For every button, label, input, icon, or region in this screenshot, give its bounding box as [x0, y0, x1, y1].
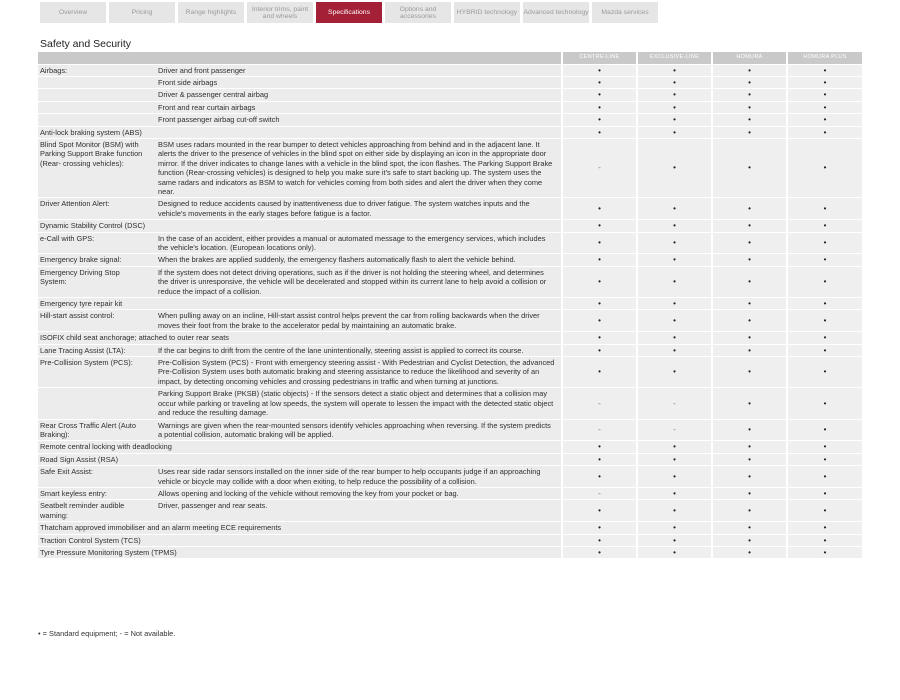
- value-homura-plus: •: [787, 441, 862, 453]
- value-exclusive-line: •: [637, 500, 712, 522]
- feature-name: e-Call with GPS:: [38, 232, 148, 254]
- header-homura: HOMURA: [712, 52, 787, 64]
- feature-description: Driver & passenger central airbag: [148, 89, 562, 101]
- table-row: [38, 522, 862, 534]
- feature-name: Driver Attention Alert:: [38, 198, 148, 220]
- value-homura-plus: •: [787, 198, 862, 220]
- table-row: [38, 198, 862, 220]
- value-exclusive-line: •: [637, 220, 712, 232]
- footnote: • = Standard equipment; - = Not available.: [38, 629, 176, 638]
- value-exclusive-line: •: [637, 126, 712, 138]
- tab-overview[interactable]: Overview: [40, 2, 106, 23]
- feature-name: Smart keyless entry:: [38, 487, 148, 499]
- value-homura: •: [712, 138, 787, 197]
- value-centre-line: •: [562, 466, 637, 488]
- value-centre-line: •: [562, 220, 637, 232]
- value-homura-plus: •: [787, 114, 862, 126]
- value-centre-line: •: [562, 298, 637, 310]
- value-homura-plus: •: [787, 388, 862, 419]
- value-centre-line: -: [562, 138, 637, 197]
- value-centre-line: •: [562, 89, 637, 101]
- value-homura: •: [712, 254, 787, 266]
- value-homura: •: [712, 534, 787, 546]
- value-homura-plus: •: [787, 534, 862, 546]
- value-homura-plus: •: [787, 64, 862, 76]
- value-exclusive-line: •: [637, 198, 712, 220]
- table-body: [38, 64, 862, 558]
- feature-description: Driver, passenger and rear seats.: [148, 500, 562, 522]
- feature-name: Rear Cross Traffic Alert (Auto Braking):: [38, 419, 148, 441]
- feature-name: [38, 76, 148, 88]
- value-homura-plus: •: [787, 500, 862, 522]
- feature-description: Designed to reduce accidents caused by inattentiveness due to driver fatigue. The system watches inputs and the vehicle's movements in the early stages before fatigue is a factor.: [148, 198, 562, 220]
- value-exclusive-line: •: [637, 298, 712, 310]
- value-exclusive-line: •: [637, 138, 712, 197]
- table-row: [38, 114, 862, 126]
- value-exclusive-line: •: [637, 266, 712, 297]
- value-homura-plus: •: [787, 101, 862, 113]
- value-homura-plus: •: [787, 453, 862, 465]
- value-exclusive-line: -: [637, 388, 712, 419]
- value-centre-line: •: [562, 76, 637, 88]
- value-homura: •: [712, 220, 787, 232]
- value-homura-plus: •: [787, 332, 862, 344]
- value-centre-line: •: [562, 453, 637, 465]
- table-row: [38, 310, 862, 332]
- feature-name: Seatbelt reminder audible warning:: [38, 500, 148, 522]
- value-exclusive-line: •: [637, 522, 712, 534]
- value-homura-plus: •: [787, 522, 862, 534]
- feature-description: Allows opening and locking of the vehicle without removing the key from your pocket or bag.: [148, 487, 562, 499]
- value-exclusive-line: •: [637, 487, 712, 499]
- feature-name: [38, 114, 148, 126]
- value-exclusive-line: •: [637, 232, 712, 254]
- value-centre-line: -: [562, 419, 637, 441]
- value-centre-line: •: [562, 344, 637, 356]
- value-homura: •: [712, 344, 787, 356]
- feature-name: Traction Control System (TCS): [38, 534, 562, 546]
- value-homura: •: [712, 232, 787, 254]
- value-homura: •: [712, 419, 787, 441]
- value-centre-line: •: [562, 126, 637, 138]
- tab-range-highlights[interactable]: Range highlights: [178, 2, 244, 23]
- value-homura: •: [712, 298, 787, 310]
- header-feature-blank: [38, 52, 148, 64]
- value-homura: •: [712, 388, 787, 419]
- table-row: [38, 534, 862, 546]
- value-exclusive-line: •: [637, 89, 712, 101]
- feature-name: ISOFIX child seat anchorage; attached to outer rear seats: [38, 332, 562, 344]
- value-homura: •: [712, 198, 787, 220]
- feature-name: Emergency Driving Stop System:: [38, 266, 148, 297]
- value-centre-line: •: [562, 254, 637, 266]
- value-centre-line: •: [562, 500, 637, 522]
- tab-interior-trims[interactable]: Interior trims, paint and wheels: [247, 2, 313, 23]
- value-homura-plus: •: [787, 232, 862, 254]
- value-exclusive-line: •: [637, 101, 712, 113]
- value-exclusive-line: •: [637, 466, 712, 488]
- value-homura: •: [712, 453, 787, 465]
- tab-options-accessories[interactable]: Options and accessories: [385, 2, 451, 23]
- value-homura: •: [712, 546, 787, 558]
- value-homura: •: [712, 101, 787, 113]
- feature-description: When pulling away on an incline, Hill-start assist control helps prevent the car from rolling backwards when the driver moves their foot from the brake to the accelerator pedal by maintaining an automatic brake.: [148, 310, 562, 332]
- value-homura: •: [712, 310, 787, 332]
- section-title: Safety and Security: [40, 38, 132, 50]
- table-row: [38, 466, 862, 488]
- value-centre-line: •: [562, 266, 637, 297]
- value-homura-plus: •: [787, 298, 862, 310]
- value-exclusive-line: •: [637, 114, 712, 126]
- value-homura-plus: •: [787, 254, 862, 266]
- value-centre-line: -: [562, 487, 637, 499]
- feature-description: Parking Support Brake (PKSB) (static objects) - If the sensors detect a static object and determines that a collision may occur while parking or traveling at low speeds, the system will operate to lessen the impact with the detected static object and reduce the resulting damage.: [148, 388, 562, 419]
- feature-description: Pre-Collision System (PCS) - Front with emergency steering assist - With Pedestrian and Cyclist Detection, the advanced Pre-Collision System uses both automatic braking and steering assistance to reduce the likelihood and severity of an impact, by detecting oncoming vehicles and crossing pedestrians in traffic and when turning at junctions.: [148, 357, 562, 388]
- tab-mazda-services[interactable]: Mazda services: [592, 2, 658, 23]
- value-centre-line: •: [562, 441, 637, 453]
- header-description-blank: [148, 52, 562, 64]
- feature-name: Tyre Pressure Monitoring System (TPMS): [38, 546, 562, 558]
- value-homura-plus: •: [787, 138, 862, 197]
- table-row: [38, 232, 862, 254]
- value-centre-line: •: [562, 101, 637, 113]
- safety-spec-table: [38, 52, 862, 558]
- table-row: [38, 101, 862, 113]
- table-row: [38, 254, 862, 266]
- value-exclusive-line: •: [637, 64, 712, 76]
- value-homura: •: [712, 64, 787, 76]
- value-homura-plus: •: [787, 419, 862, 441]
- table-row: [38, 546, 862, 558]
- feature-description: BSM uses radars mounted in the rear bumper to detect vehicles approaching from behind and in the adjacent lane. It alerts the driver to the presence of vehicles in the blind spot on either side by displaying an icon in the appropriate door mirror. If the driver indicates to change lanes with a vehicle in the blind spot, the icon flashes. The Parking Support Brake function (Rear-crossing vehicles) is designed to help you make sure it's safe to start backing up. The system uses the same radars and indicators as BSM to watch for vehicles coming from both sides and alert the driver when they come near.: [148, 138, 562, 197]
- tab-advanced-technology[interactable]: Advanced technology: [523, 2, 589, 23]
- table-row: [38, 453, 862, 465]
- table-row: [38, 441, 862, 453]
- feature-name: Anti-lock braking system (ABS): [38, 126, 562, 138]
- feature-name: Blind Spot Monitor (BSM) with Parking Support Brake function (Rear- crossing vehicles):: [38, 138, 148, 197]
- value-centre-line: •: [562, 357, 637, 388]
- feature-name: Pre-Collision System (PCS):: [38, 357, 148, 388]
- feature-name: Thatcham approved immobiliser and an alarm meeting ECE requirements: [38, 522, 562, 534]
- table-row: [38, 332, 862, 344]
- feature-description: Warnings are given when the rear-mounted sensors identify vehicles approaching when reversing. If the system predicts a potential collision, automatic braking will be applied.: [148, 419, 562, 441]
- table-row: [38, 487, 862, 499]
- value-homura-plus: •: [787, 546, 862, 558]
- value-homura: •: [712, 357, 787, 388]
- table-row: [38, 64, 862, 76]
- value-centre-line: -: [562, 388, 637, 419]
- table-row: [38, 388, 862, 419]
- feature-name: [38, 101, 148, 113]
- table-row: [38, 500, 862, 522]
- table-row: [38, 138, 862, 197]
- value-exclusive-line: •: [637, 76, 712, 88]
- feature-name: Emergency tyre repair kit: [38, 298, 562, 310]
- value-homura: •: [712, 114, 787, 126]
- value-homura: •: [712, 466, 787, 488]
- feature-name: Road Sign Assist (RSA): [38, 453, 562, 465]
- feature-name: Remote central locking with deadlocking: [38, 441, 562, 453]
- table-row: [38, 266, 862, 297]
- feature-name: [38, 89, 148, 101]
- value-homura: •: [712, 89, 787, 101]
- feature-description: Uses rear side radar sensors installed on the inner side of the rear bumper to help occupants judge if an approaching vehicle or bicycle may collide with a door when exiting, to help reduce the possibility of a collision.: [148, 466, 562, 488]
- value-centre-line: •: [562, 64, 637, 76]
- value-homura-plus: •: [787, 220, 862, 232]
- value-exclusive-line: •: [637, 357, 712, 388]
- feature-name: Dynamic Stability Control (DSC): [38, 220, 562, 232]
- feature-description: If the car begins to drift from the centre of the lane unintentionally, steering assist is applied to correct its course.: [148, 344, 562, 356]
- value-homura-plus: •: [787, 310, 862, 332]
- value-homura: •: [712, 487, 787, 499]
- tab-specifications[interactable]: Specifications: [316, 2, 382, 23]
- tab-pricing[interactable]: Pricing: [109, 2, 175, 23]
- value-centre-line: •: [562, 114, 637, 126]
- value-homura: •: [712, 522, 787, 534]
- value-homura: •: [712, 266, 787, 297]
- table-row: [38, 89, 862, 101]
- top-navigation: [40, 2, 661, 23]
- tab-hybrid-technology[interactable]: HYBRID technology: [454, 2, 520, 23]
- value-centre-line: •: [562, 534, 637, 546]
- value-centre-line: •: [562, 198, 637, 220]
- feature-name: Emergency brake signal:: [38, 254, 148, 266]
- table-row: [38, 357, 862, 388]
- value-centre-line: •: [562, 522, 637, 534]
- feature-name: [38, 388, 148, 419]
- value-exclusive-line: •: [637, 310, 712, 332]
- value-exclusive-line: •: [637, 344, 712, 356]
- table-header-row: [38, 52, 862, 64]
- value-exclusive-line: •: [637, 332, 712, 344]
- table-row: [38, 220, 862, 232]
- feature-description: If the system does not detect driving operations, such as if the driver is not holding the steering wheel, and determines the driver is unresponsive, the vehicle will be decelerated and stopped within its current lane to help avoid a collision or reduce the impact of a collision.: [148, 266, 562, 297]
- table-row: [38, 344, 862, 356]
- value-centre-line: •: [562, 310, 637, 332]
- value-centre-line: •: [562, 546, 637, 558]
- table-row: [38, 76, 862, 88]
- feature-description: Front and rear curtain airbags: [148, 101, 562, 113]
- value-homura: •: [712, 76, 787, 88]
- value-homura-plus: •: [787, 89, 862, 101]
- value-exclusive-line: •: [637, 453, 712, 465]
- value-exclusive-line: •: [637, 534, 712, 546]
- value-homura-plus: •: [787, 266, 862, 297]
- table-row: [38, 419, 862, 441]
- value-homura-plus: •: [787, 357, 862, 388]
- feature-name: Airbags:: [38, 64, 148, 76]
- value-homura-plus: •: [787, 466, 862, 488]
- value-centre-line: •: [562, 232, 637, 254]
- value-homura-plus: •: [787, 487, 862, 499]
- feature-name: Lane Tracing Assist (LTA):: [38, 344, 148, 356]
- value-centre-line: •: [562, 332, 637, 344]
- value-homura: •: [712, 441, 787, 453]
- table-row: [38, 298, 862, 310]
- feature-description: When the brakes are applied suddenly, the emergency flashers automatically flash to alert the vehicle behind.: [148, 254, 562, 266]
- value-homura-plus: •: [787, 126, 862, 138]
- table-row: [38, 126, 862, 138]
- header-exclusive-line: EXCLUSIVE-LINE: [637, 52, 712, 64]
- value-exclusive-line: -: [637, 419, 712, 441]
- value-homura-plus: •: [787, 76, 862, 88]
- feature-name: Hill-start assist control:: [38, 310, 148, 332]
- value-homura: •: [712, 500, 787, 522]
- value-exclusive-line: •: [637, 546, 712, 558]
- value-homura: •: [712, 126, 787, 138]
- feature-name: Safe Exit Assist:: [38, 466, 148, 488]
- value-homura-plus: •: [787, 344, 862, 356]
- header-homura-plus: HOMURA PLUS: [787, 52, 862, 64]
- value-exclusive-line: •: [637, 441, 712, 453]
- feature-description: Front side airbags: [148, 76, 562, 88]
- feature-description: In the case of an accident, either provides a manual or automated message to the emergency services, which includes the vehicle's location. (European locations only).: [148, 232, 562, 254]
- value-homura: •: [712, 332, 787, 344]
- value-exclusive-line: •: [637, 254, 712, 266]
- header-centre-line: CENTRE-LINE: [562, 52, 637, 64]
- feature-description: Driver and front passenger: [148, 64, 562, 76]
- feature-description: Front passenger airbag cut-off switch: [148, 114, 562, 126]
